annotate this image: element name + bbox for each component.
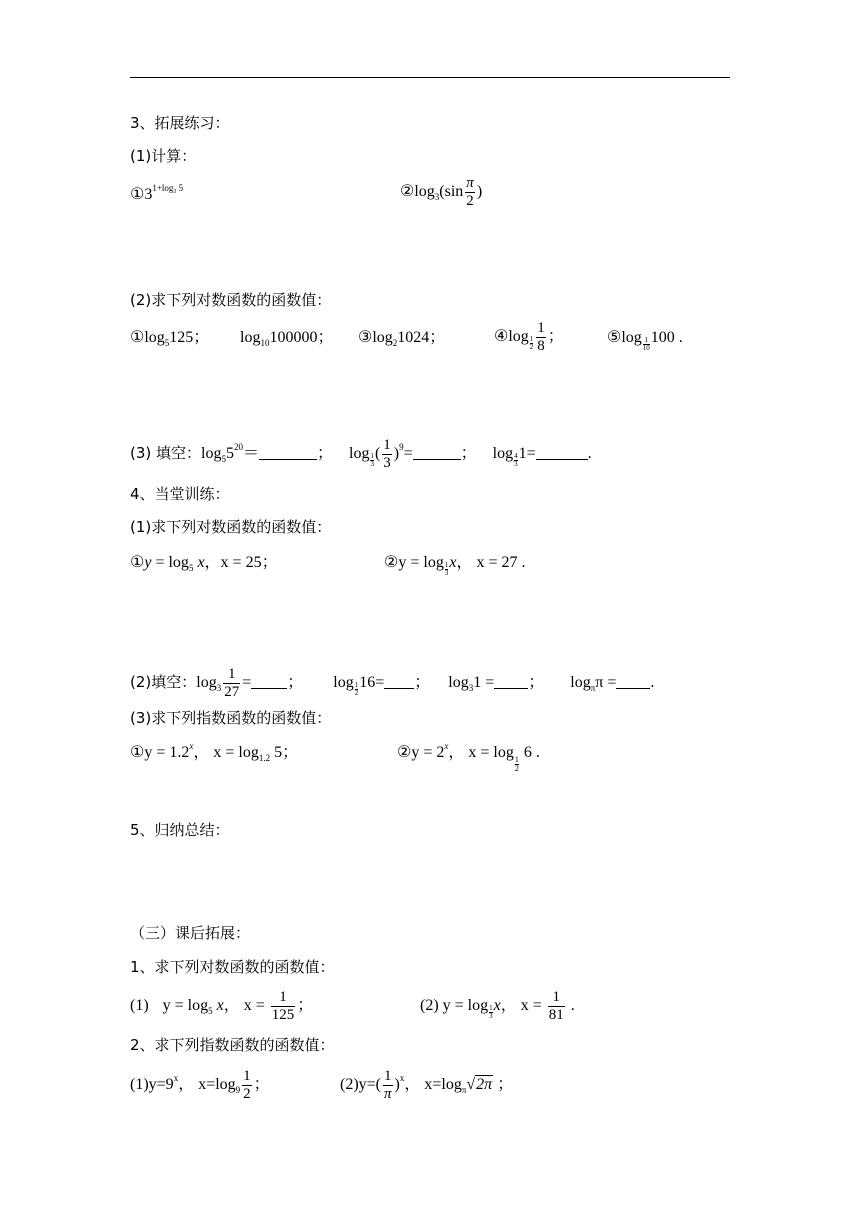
p1-b: (2) y = log $\frac{1}{3}$ x， x = $\frac{1}{81}$ .	[420, 989, 575, 1023]
p2-a: $(1)y=9^x$， $x=\log_9$ $\frac{1}{2}$ ；	[130, 1068, 270, 1102]
answer-blank[interactable]	[413, 447, 461, 460]
answer-blank[interactable]	[384, 676, 414, 689]
sec3-q2-title: (2)求下列对数函数的函数值：	[130, 291, 332, 309]
sec3-q2-item-5: ⑤log $\frac{1}{10}$ 100 .	[607, 329, 683, 352]
sec3-q2-item-4: ④log $\frac{1}{2}$ $\frac{1}{8}$ ；	[494, 320, 564, 354]
sec4-q1-a: ①y = $\log_5 x$，x = 25；	[130, 554, 278, 573]
sec3-q3-fill: (3) 填空：$\log_55^{20}=$ ； log $\frac{1}{3}$ ( $\frac{1}{3}$ )$^9$= ； log $\frac{4}{3}$ 1= .	[130, 437, 592, 471]
answer-blank[interactable]	[494, 676, 528, 689]
p2-b: (2)y=( $\frac{1}{\pi}$ )$^x$， $x=\log_\pi√2\pi$ ；	[340, 1068, 514, 1102]
answer-blank[interactable]	[251, 676, 287, 689]
section-3-title: 3、拓展练习：	[130, 114, 230, 132]
section-5-title: 5、归纳总结：	[130, 821, 230, 839]
p1-a: (1) $y = \log_5 x$， x = $\frac{1}{125}$ ；	[130, 989, 314, 1023]
sec4-q1-b: ②y = log $\frac{1}{3}$ x， x = 27 .	[384, 554, 526, 577]
p1-title: 1、求下列对数函数的函数值：	[130, 958, 335, 976]
sec4-q3-title: (3)求下列指数函数的函数值：	[130, 709, 332, 727]
sec4-q1-title: (1)求下列对数函数的函数值：	[130, 518, 332, 536]
sec3-q1-b: $②\log_3(\sin$ $\frac{\pi}{2}$ )	[400, 175, 483, 209]
p2-title: 2、求下列指数函数的函数值：	[130, 1036, 335, 1054]
sec4-q3-a: ①y = $1.2^x$， $x = \log_{1.2} 5$；	[130, 741, 299, 763]
sec3-q1-title: (1)计算：	[130, 147, 197, 165]
sec3-q2-item-2: $\log_{10}100000$；	[240, 329, 334, 348]
answer-blank[interactable]	[616, 676, 650, 689]
sec3-q2-item-3: $③\log_21024$；	[358, 329, 446, 348]
answer-blank[interactable]	[259, 447, 317, 460]
part-3-title: （三）课后拓展：	[130, 924, 251, 942]
header-rule	[130, 77, 730, 78]
sec3-q1-a: $①3^{1+log_3 5}$	[130, 183, 184, 203]
answer-blank[interactable]	[536, 447, 588, 460]
sec3-q2-item-1: $①\log_5125$；	[130, 329, 210, 348]
sec4-q2-fill: (2)填空：$\log_3$ $\frac{1}{27}$ = ； log $\frac{1}{2}$ 16= ； $\log_31$ = ； $\log_\pi\pi$ = .	[130, 666, 655, 700]
sec4-q3-b: ②y = $2^x$， x = log $\frac{1}{2}$ 6 .	[397, 741, 540, 773]
section-4-title: 4、当堂训练：	[130, 485, 230, 503]
